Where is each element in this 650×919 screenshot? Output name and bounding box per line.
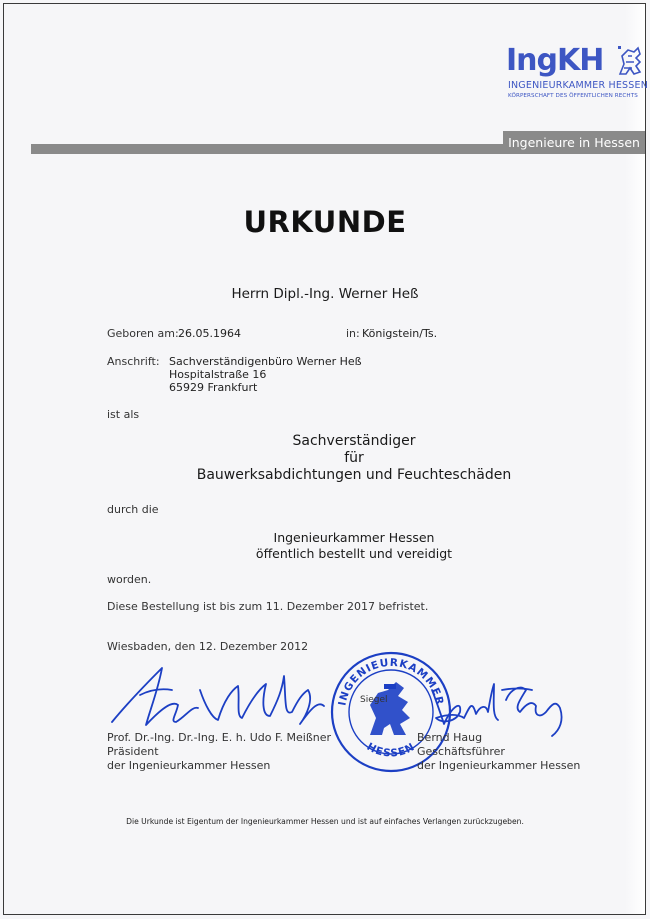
header-band-label: Ingenieure in Hessen (503, 131, 645, 154)
validity-text: Diese Bestellung ist bis zum 11. Dezember 2017 befristet. (107, 600, 429, 613)
right-signatory-role: Geschäftsführer (417, 745, 505, 758)
address-label: Anschrift: (107, 355, 160, 368)
left-signatory (107, 731, 331, 773)
logo-org-status: KÖRPERSCHAFT DES ÖFFENTLICHEN RECHTS (508, 93, 638, 99)
appointment-line-3: Bauwerksabdichtungen und Feuchteschäden (196, 467, 512, 483)
address-line-1: Sachverständigenbüro Werner Heß (169, 355, 362, 368)
place-date-text: Wiesbaden, den 12. Dezember 2012 (107, 640, 309, 653)
seal-bottom-text: HESSEN (364, 740, 418, 760)
right-signatory (417, 731, 580, 773)
seal-lion-icon (370, 682, 410, 735)
right-signatory-name: Bernd Haug (417, 731, 483, 744)
left-signatory-org: der Ingenieurkammer Hessen (107, 759, 271, 772)
appointment-line-1: Sachverständiger (292, 433, 416, 449)
left-signature (112, 668, 324, 725)
right-signatory-org: der Ingenieurkammer Hessen (417, 759, 581, 772)
footer-note: Die Urkunde ist Eigentum der Ingenieurkammer Hessen und ist auf einfaches Verlangen zurückzugeben. (126, 817, 524, 826)
logo-org-name: INGENIEURKAMMER HESSEN (508, 80, 649, 91)
durch-die-text: durch die (107, 503, 159, 516)
birth-place-label: in: (346, 327, 360, 340)
authority-line-2: öffentlich bestellt und vereidigt (255, 546, 453, 561)
worden-text: worden. (107, 573, 152, 586)
birth-date-value: 26.05.1964 (178, 327, 241, 340)
left-signatory-name: Prof. Dr.-Ing. Dr.-Ing. E. h. Udo F. Meißner (107, 731, 332, 744)
ist-als-text: ist als (107, 408, 140, 421)
birth-date-label: Geboren am: (107, 327, 179, 340)
right-signature (432, 684, 562, 736)
address-line-2: Hospitalstraße 16 (169, 368, 267, 381)
page-title: URKUNDE (243, 205, 407, 239)
siegel-label: Siegel (360, 695, 388, 705)
seal-top-text: INGENIEURKAMMER (336, 656, 446, 707)
authority-line-1: Ingenieurkammer Hessen (273, 530, 435, 545)
recipient-name: Herrn Dipl.-Ing. Werner Heß (231, 286, 419, 302)
logo-wordmark: IngKH (506, 43, 604, 78)
left-signatory-role: Präsident (107, 745, 159, 758)
birth-place-value: Königstein/Ts. (362, 327, 438, 340)
address-line-3: 65929 Frankfurt (169, 381, 258, 394)
appointment-line-2: für (344, 450, 364, 466)
svg-text:HESSEN (365, 741, 418, 760)
